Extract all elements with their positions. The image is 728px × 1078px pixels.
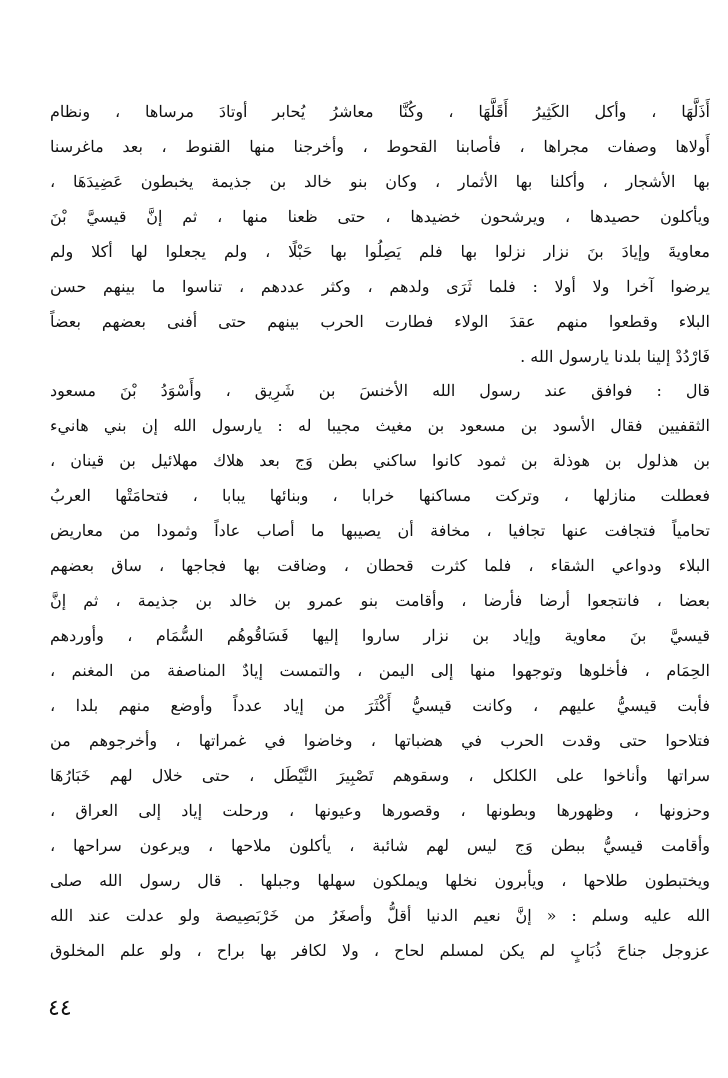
text-line: البلاء ودواعي الشقاء ، فلما كثرت قحطان ، وضاقت بها فجاجها ، ساق بعضهم <box>50 556 710 575</box>
text-line: معاويةَ وإيادَ بنَ نزار نزلوا بها فلم يَصِلُوا بها حَبْلًا ، ولم يجعلوا لها أكلا ولم <box>50 242 710 261</box>
text-line: أَذَلَّهَا ، وأكل الكَثِيرُ أَقَلَّهَا ، وكُنَّا معاشرُ يُحابر أوتادَ مرساها ، ونظام <box>50 102 710 121</box>
text-line: تحامياً فتجافت عنها تجافيا ، مخافة أن يصيبها ما أصاب عاداً وثمودا من معاريض <box>50 521 710 540</box>
text-line: بن هذلول بن هوذلة بن ثمود كانوا ساكني بطن وَج بعد هلاك مهلائيل بن قينان ، <box>50 451 710 470</box>
text-line: قال : فوافق عند رسول الله الأخنسَ بن شَرِيق ، وأَسْوَدُ بْنَ مسعود <box>50 381 710 400</box>
text-line: أَولاها وصفات مجراها ، فأصابنا القحوط ، وأخرجنا منها القنوط ، بعد ماغرسنا <box>50 137 710 156</box>
text-line: فتلاحوا حتى وقدت الحرب في هضباتها ، وخاضوا في غمراتها ، وأخرجوهم من <box>50 731 710 750</box>
text-line: فأبت قيسيُّ عليهم ، وكانت قيسيُّ أَكْثَرَ من إياد عدداً وأوضع منهم بلدا ، <box>50 696 710 715</box>
text-line: فعطلت منازلها ، وتركت مساكنها خرابا ، وبنائها يبابا ، فتحامَتْها العربُ <box>50 486 710 505</box>
text-line: فَارْدُدْ إلينا بلدنا يارسول الله . <box>520 347 710 366</box>
text-line: وحزونها ، وظهورها وبطونها ، وقصورها وعيونها ، ورحلت إياد إلى العراق ، <box>50 801 710 820</box>
text-line: الثقفيين فقال الأسود بن مسعود بن مغيث مجيبا له : يارسول الله إن بني هانيء <box>50 416 710 435</box>
text-line: الحِمَام ، فأخلوها وتوجهوا منها إلى اليمن ، والتمست إيادٌ المناصفة من المغنم ، <box>50 661 710 680</box>
text-line: ويأكلون حصيدها ، ويرشحون خضيدها ، حتى ظعنا منها ، ثم إنَّ قيسيَّ بْنَ <box>50 207 710 226</box>
text-line: بها الأشجار ، وأكلنا بها الأثمار ، وكان بنو خالد بن جذيمة يخبطون عَضِيدَهَا ، <box>50 172 710 191</box>
paragraph-1 <box>50 94 710 374</box>
text-line: يرضوا آخرا ولا أولا : فلما ثَرَى ولدهم ، وكثر عددهم ، تناسوا ما بينهم حسن <box>50 277 710 296</box>
text-line: بعضا ، فانتجعوا أرضا فأرضا ، وأقامت بنو عمرو بن خالد بن جذيمة ، ثم إنَّ <box>50 591 710 610</box>
text-line: قيسيَّ بنَ معاوية وإياد بن نزار ساروا إليها فَسَاقُوهُم السُّمَام ، وأوردهم <box>50 626 710 645</box>
text-line: وأقامت قيسيُّ ببطن وَج ليس لهم شائبة ، يأكلون ملاحها ، ويرعون سراحها ، <box>50 836 710 855</box>
text-line: ويختبطون طلاحها ، ويأبرون نخلها ويملكون سهلها وجبلها . قال رسول الله صلى <box>50 871 710 890</box>
paragraph-2 <box>50 373 710 968</box>
text-line: البلاء وقطعوا منهم عقدَ الولاء فطارت الحرب بينهم حتى أفنى بعضهم بعضاً <box>50 312 710 331</box>
text-line: سراتها وأناخوا على الكلكل ، وسقوهم تَصْبِيرَ النَّيْطَل ، حتى خلال لهم خَبَارُهَا <box>50 766 710 785</box>
page-number: ٤٤ <box>48 996 72 1021</box>
text-line: الله عليه وسلم : « إنَّ نعيم الدنيا أقلُّ وأصغَرُ من خَرْبَصِيصة ولو عدلت عند الله <box>50 906 710 925</box>
text-line: عزوجل جناحَ ذُبَابٍ لم يكن لمسلم لحاح ، ولا لكافر بها براح ، ولو علم المخلوق <box>50 941 710 960</box>
